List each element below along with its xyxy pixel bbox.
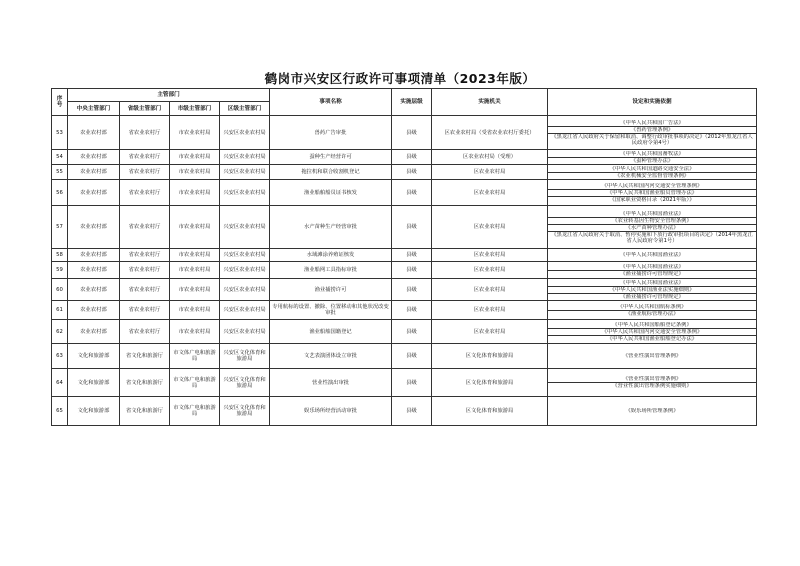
- table-row: [52, 369, 757, 397]
- cell-seq: 53: [52, 116, 68, 150]
- basis-line: 《中华人民共和国航标条例》: [548, 304, 756, 311]
- basis-line: 《中华人民共和国渔业船员管理办法》: [548, 190, 756, 197]
- cell-district: 兴安区农业农村局: [220, 249, 270, 262]
- cell-district: 兴安区农业农村局: [220, 150, 270, 165]
- cell-agency: 区农业农村局: [432, 206, 548, 249]
- cell-central: 农业农村部: [68, 180, 120, 206]
- cell-item: 娱乐场所经营活动审批: [270, 397, 392, 426]
- basis-line: 《中华人民共和国渔业法》: [548, 280, 756, 287]
- cell-level: 县级: [392, 397, 432, 426]
- header-dept-group: 主管部门: [68, 89, 270, 102]
- header-basis: 设定和实施依据: [548, 89, 757, 116]
- cell-city: 市文体广电和旅游局: [170, 344, 220, 369]
- cell-seq: 54: [52, 150, 68, 165]
- basis-line: 《农业转基因生物安全管理条例》: [548, 218, 756, 225]
- cell-provincial: 省农业农村厅: [120, 165, 170, 180]
- permit-table: [51, 88, 757, 426]
- basis-line: 《营业性演出管理条例》: [622, 353, 682, 359]
- cell-agency: 区农业农村局（受理）: [432, 150, 548, 165]
- cell-level: 县级: [392, 180, 432, 206]
- table-row: [52, 397, 757, 426]
- header-provincial: 省级主管部门: [120, 102, 170, 116]
- basis-line: 《农业机械安全监督管理条例》: [614, 172, 690, 179]
- cell-item: 文艺表演团体设立审批: [270, 344, 392, 369]
- cell-city: 市农业农村局: [170, 206, 220, 249]
- basis-line: 《黑龙江省人民政府关于保留和取消、调整行政审批事项的决定》（2012年黑龙江省人民政府令第4号）: [551, 133, 753, 146]
- cell-city: 市农业农村局: [170, 150, 220, 165]
- cell-central: 文化和旅游部: [68, 369, 120, 397]
- table-row: [52, 344, 757, 369]
- cell-agency: 区农业农村局: [432, 279, 548, 301]
- table-row: [52, 165, 757, 180]
- cell-provincial: 省农业农村厅: [120, 150, 170, 165]
- cell-provincial: 省农业农村厅: [120, 279, 170, 301]
- cell-city: 市农业农村局: [170, 116, 220, 150]
- cell-agency: 区文化体育和旅游局: [432, 369, 548, 397]
- cell-provincial: 省农业农村厅: [120, 206, 170, 249]
- basis-line: 《中华人民共和国畜牧法》: [548, 151, 756, 158]
- cell-central: 农业农村部: [68, 320, 120, 344]
- header-seq: 序号: [52, 89, 68, 116]
- cell-district: 兴安区农业农村局: [220, 165, 270, 180]
- cell-city: 市农业农村局: [170, 301, 220, 320]
- table-row: [52, 206, 757, 249]
- cell-level: 县级: [392, 249, 432, 262]
- basis-line: 《中华人民共和国渔业法实施细则》: [548, 287, 756, 294]
- header-agency: 实施机关: [432, 89, 548, 116]
- cell-central: 文化和旅游部: [68, 344, 120, 369]
- cell-basis: [548, 262, 757, 279]
- cell-item: 兽药广告审批: [270, 116, 392, 150]
- basis-line: 《中华人民共和国内河交通安全管理条例》: [548, 329, 756, 336]
- cell-seq: 61: [52, 301, 68, 320]
- cell-central: 农业农村部: [68, 150, 120, 165]
- cell-city: 市农业农村局: [170, 262, 220, 279]
- cell-agency: 区农业农村局: [432, 180, 548, 206]
- cell-central: 文化和旅游部: [68, 397, 120, 426]
- cell-agency: 区农业农村局: [432, 262, 548, 279]
- cell-seq: 60: [52, 279, 68, 301]
- table-row: [52, 116, 757, 150]
- cell-city: 市农业农村局: [170, 180, 220, 206]
- cell-item: 水产苗种生产经营审批: [270, 206, 392, 249]
- cell-seq: 56: [52, 180, 68, 206]
- cell-district: 兴安区农业农村局: [220, 301, 270, 320]
- cell-level: 县级: [392, 320, 432, 344]
- cell-item: 渔业船舶船员证书核发: [270, 180, 392, 206]
- cell-central: 农业农村部: [68, 301, 120, 320]
- basis-line: 《中华人民共和国渔业法》: [548, 264, 756, 271]
- cell-provincial: 省农业农村厅: [120, 301, 170, 320]
- basis-line: 《兽药管理条例》: [548, 127, 756, 134]
- cell-agency: 区农业农村局: [432, 249, 548, 262]
- cell-central: 农业农村部: [68, 262, 120, 279]
- cell-central: 农业农村部: [68, 249, 120, 262]
- cell-level: 县级: [392, 150, 432, 165]
- cell-level: 县级: [392, 279, 432, 301]
- cell-level: 县级: [392, 116, 432, 150]
- cell-district: 兴安区文化体育和旅游局: [220, 397, 270, 426]
- cell-central: 农业农村部: [68, 206, 120, 249]
- cell-item: 蚕种生产经营许可: [270, 150, 392, 165]
- basis-line: 《中华人民共和国渔业法》: [548, 211, 756, 218]
- basis-line: 《中华人民共和国广告法》: [548, 120, 756, 127]
- cell-basis: [548, 344, 757, 369]
- cell-basis: [548, 397, 757, 426]
- cell-district: 兴安区文化体育和旅游局: [220, 369, 270, 397]
- basis-line: 《营业性演出管理条例》: [548, 376, 756, 383]
- cell-district: 兴安区文化体育和旅游局: [220, 344, 270, 369]
- table-body: [52, 116, 757, 426]
- cell-district: 兴安区农业农村局: [220, 206, 270, 249]
- basis-line: 《渔业捕捞许可管理规定》: [620, 270, 684, 277]
- basis-line: 《黑龙江省人民政府关于取消、暂停实施和下放行政审批项目的决定》（2014年黑龙江省人民政府令第1号）: [551, 231, 753, 244]
- basis-line: 《中华人民共和国内河交通安全管理条例》: [548, 183, 756, 190]
- cell-district: 兴安区农业农村局: [220, 116, 270, 150]
- cell-level: 县级: [392, 165, 432, 180]
- basis-line: 《娱乐场所管理条例》: [625, 408, 679, 414]
- cell-seq: 65: [52, 397, 68, 426]
- cell-district: 兴安区农业农村局: [220, 320, 270, 344]
- cell-city: 市农业农村局: [170, 165, 220, 180]
- cell-district: 兴安区农业农村局: [220, 180, 270, 206]
- cell-basis: [548, 369, 757, 397]
- cell-district: 兴安区农业农村局: [220, 262, 270, 279]
- cell-basis: [548, 279, 757, 301]
- header-item: 事项名称: [270, 89, 392, 116]
- cell-provincial: 省农业农村厅: [120, 180, 170, 206]
- table-row: [52, 180, 757, 206]
- table-row: [52, 279, 757, 301]
- basis-line: 《中华人民共和国渔业法》: [620, 252, 684, 258]
- cell-level: 县级: [392, 206, 432, 249]
- basis-line: 《渔业航标管理办法》: [625, 310, 679, 317]
- cell-seq: 58: [52, 249, 68, 262]
- cell-central: 农业农村部: [68, 165, 120, 180]
- cell-provincial: 省文化和旅游厅: [120, 397, 170, 426]
- cell-basis: [548, 165, 757, 180]
- table-row: [52, 150, 757, 165]
- cell-basis: [548, 206, 757, 249]
- header-level: 实施层级: [392, 89, 432, 116]
- page-title: 鹤岗市兴安区行政许可事项清单（2023年版）: [264, 71, 536, 86]
- header-central: 中央主管部门: [68, 102, 120, 116]
- cell-city: 市文体广电和旅游局: [170, 369, 220, 397]
- table-row: [52, 262, 757, 279]
- basis-line: 《中华人民共和国道路交通安全法》: [548, 166, 756, 173]
- header-city: 市级主管部门: [170, 102, 220, 116]
- cell-item: 渔业船网工具指标审批: [270, 262, 392, 279]
- basis-line: 《水产苗种管理办法》: [548, 225, 756, 232]
- cell-city: 市农业农村局: [170, 249, 220, 262]
- cell-seq: 55: [52, 165, 68, 180]
- cell-agency: 区文化体育和旅游局: [432, 344, 548, 369]
- cell-seq: 62: [52, 320, 68, 344]
- cell-seq: 63: [52, 344, 68, 369]
- header-district: 区级主管部门: [220, 102, 270, 116]
- cell-level: 县级: [392, 262, 432, 279]
- cell-district: 兴安区农业农村局: [220, 279, 270, 301]
- cell-provincial: 省农业农村厅: [120, 116, 170, 150]
- basis-line: 《中华人民共和国渔业船舶登记办法》: [606, 335, 698, 342]
- cell-central: 农业农村部: [68, 116, 120, 150]
- cell-level: 县级: [392, 344, 432, 369]
- cell-basis: [548, 301, 757, 320]
- cell-basis: [548, 249, 757, 262]
- table-row: [52, 249, 757, 262]
- cell-provincial: 省农业农村厅: [120, 320, 170, 344]
- cell-provincial: 省农业农村厅: [120, 262, 170, 279]
- cell-item: 拖拉机和联合收割机登记: [270, 165, 392, 180]
- basis-line: 《渔业捕捞许可管理规定》: [620, 293, 684, 300]
- basis-line: 《营业性演出管理条例实施细则》: [612, 383, 692, 389]
- cell-provincial: 省文化和旅游厅: [120, 369, 170, 397]
- cell-item: 渔业船舶国籍登记: [270, 320, 392, 344]
- basis-line: 《中华人民共和国船舶登记条例》: [548, 322, 756, 329]
- table-row: [52, 320, 757, 344]
- cell-seq: 57: [52, 206, 68, 249]
- cell-level: 县级: [392, 301, 432, 320]
- cell-city: 市农业农村局: [170, 279, 220, 301]
- cell-basis: [548, 180, 757, 206]
- cell-provincial: 省文化和旅游厅: [120, 344, 170, 369]
- cell-provincial: 省农业农村厅: [120, 249, 170, 262]
- cell-agency: 区农业农村局: [432, 301, 548, 320]
- table-row: [52, 301, 757, 320]
- basis-line: 《国家职业资格目录（2021年版）》: [609, 196, 695, 203]
- cell-central: 农业农村部: [68, 279, 120, 301]
- cell-item: 渔业捕捞许可: [270, 279, 392, 301]
- basis-line: 《蚕种管理办法》: [630, 157, 674, 164]
- cell-item: 专用航标的设置、撤除、位置移动和其他状况改变审批: [270, 301, 392, 320]
- cell-item: 营业性演出审批: [270, 369, 392, 397]
- cell-seq: 59: [52, 262, 68, 279]
- cell-item: 水域滩涂养殖证核发: [270, 249, 392, 262]
- cell-basis: [548, 150, 757, 165]
- cell-level: 县级: [392, 369, 432, 397]
- cell-agency: 区文化体育和旅游局: [432, 397, 548, 426]
- cell-agency: 区农业农村局: [432, 165, 548, 180]
- cell-agency: 区农业农村局（受省农业农村厅委托）: [432, 116, 548, 150]
- cell-city: 市农业农村局: [170, 320, 220, 344]
- cell-seq: 64: [52, 369, 68, 397]
- cell-basis: [548, 116, 757, 150]
- cell-basis: [548, 320, 757, 344]
- cell-agency: 区农业农村局: [432, 320, 548, 344]
- cell-city: 市文体广电和旅游局: [170, 397, 220, 426]
